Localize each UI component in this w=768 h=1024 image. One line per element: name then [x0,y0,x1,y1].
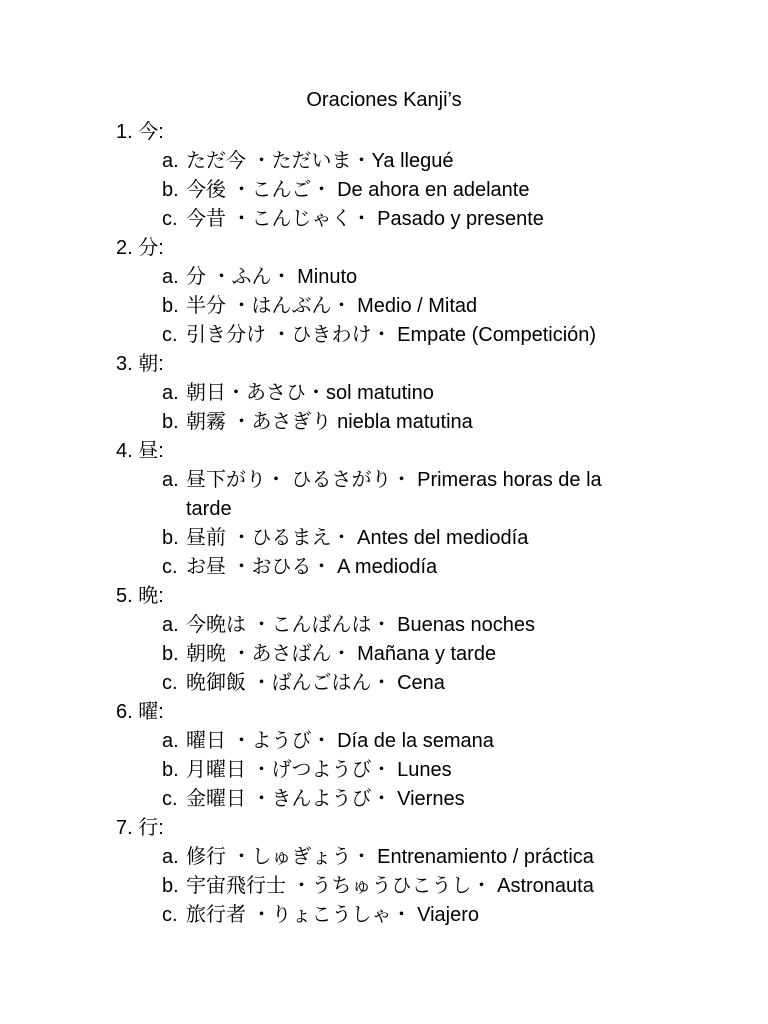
item-letter: b. [162,527,179,549]
list-item [162,872,736,901]
item-letter: c. [162,208,178,230]
item-letter: b. [162,643,179,665]
section-number: 4. [116,440,133,462]
section-number: 2. [116,237,133,259]
item-text: 朝霧 ・あさぎり niebla matutina [186,411,473,433]
list-item [162,553,736,582]
section-number: 3. [116,353,133,375]
item-text: 分 ・ふん・ Minuto [186,266,358,288]
document-title: Oraciones Kanji’s [306,89,462,111]
list-item [162,611,736,640]
section-kanji: 分: [138,237,164,259]
item-text: 半分 ・はんぶん・ Medio / Mitad [186,295,478,317]
section-heading [116,698,736,727]
item-letter: a. [162,266,179,288]
list-item [162,379,736,408]
item-letter: b. [162,295,179,317]
section-5 [116,582,736,698]
item-text: 朝晩 ・あさばん・ Mañana y tarde [186,643,497,665]
item-letter: c. [162,672,178,694]
section-heading [116,582,736,611]
section-heading [116,234,736,263]
section-kanji: 昼: [138,440,164,462]
section-items [116,843,736,930]
item-text: 月曜日 ・げつようび・ Lunes [186,759,452,781]
list-item [162,669,736,698]
section-1 [116,118,736,234]
list-item [162,901,736,930]
item-text: 旅行者 ・りょこうしゃ・ Viajero [186,904,480,926]
section-kanji: 曜: [138,701,164,723]
section-items [116,263,736,350]
section-heading [116,118,736,147]
section-kanji: 晩: [138,585,164,607]
item-letter: a. [162,846,179,868]
list-item [162,524,736,553]
list-item [162,292,736,321]
item-letter: a. [162,730,179,752]
section-items [116,611,736,698]
item-letter: b. [162,759,179,781]
section-number: 1. [116,121,133,143]
list-item [162,727,736,756]
section-number: 7. [116,817,133,839]
item-text: 宇宙飛行士 ・うちゅうひこうし・ Astronauta [186,875,594,897]
kanji-list [116,118,736,930]
item-text: お昼 ・おひる・ A mediodía [186,556,438,578]
item-letter: a. [162,614,179,636]
section-heading [116,814,736,843]
item-letter: a. [162,382,179,404]
list-item [162,205,736,234]
list-item [162,321,736,350]
list-item [162,176,736,205]
item-text: 引き分け ・ひきわけ・ Empate (Competición) [186,324,597,346]
item-text: 今後 ・こんご・ De ahora en adelante [186,179,530,201]
item-text: 昼下がり・ ひるさがり・ Primeras horas de la tarde [186,469,602,520]
item-letter: b. [162,411,179,433]
section-items [116,147,736,234]
section-number: 5. [116,585,133,607]
list-item [162,147,736,176]
item-text: 曜日 ・ようび・ Día de la semana [186,730,494,752]
item-text: 昼前 ・ひるまえ・ Antes del mediodía [186,527,529,549]
section-kanji: 今: [138,121,164,143]
item-letter: a. [162,150,179,172]
section-number: 6. [116,701,133,723]
list-item [162,640,736,669]
item-letter: b. [162,875,179,897]
section-kanji: 朝: [138,353,164,375]
list-item [162,785,736,814]
section-4 [116,437,736,582]
item-letter: c. [162,904,178,926]
section-items [116,379,736,437]
item-text: 朝日・あさひ・sol matutino [186,382,434,404]
list-item [162,756,736,785]
item-letter: c. [162,556,178,578]
list-item [162,408,736,437]
item-text: 修行 ・しゅぎょう・ Entrenamiento / práctica [186,846,594,868]
item-letter: c. [162,788,178,810]
section-3 [116,350,736,437]
section-2 [116,234,736,350]
item-letter: b. [162,179,179,201]
list-item [162,466,736,524]
section-heading [116,350,736,379]
item-text: 晩御飯 ・ばんごはん・ Cena [186,672,445,694]
section-heading [116,437,736,466]
section-7 [116,814,736,930]
item-letter: a. [162,469,179,491]
list-item [162,843,736,872]
item-text: 金曜日 ・きんようび・ Viernes [186,788,465,810]
item-text: ただ今 ・ただいま・Ya llegué [186,150,454,172]
item-text: 今晩は ・こんばんは・ Buenas noches [186,614,535,636]
section-6 [116,698,736,814]
section-items [116,466,736,582]
section-items [116,727,736,814]
list-item [162,263,736,292]
item-text: 今昔 ・こんじゃく・ Pasado y presente [186,208,544,230]
item-letter: c. [162,324,178,346]
section-kanji: 行: [138,817,164,839]
